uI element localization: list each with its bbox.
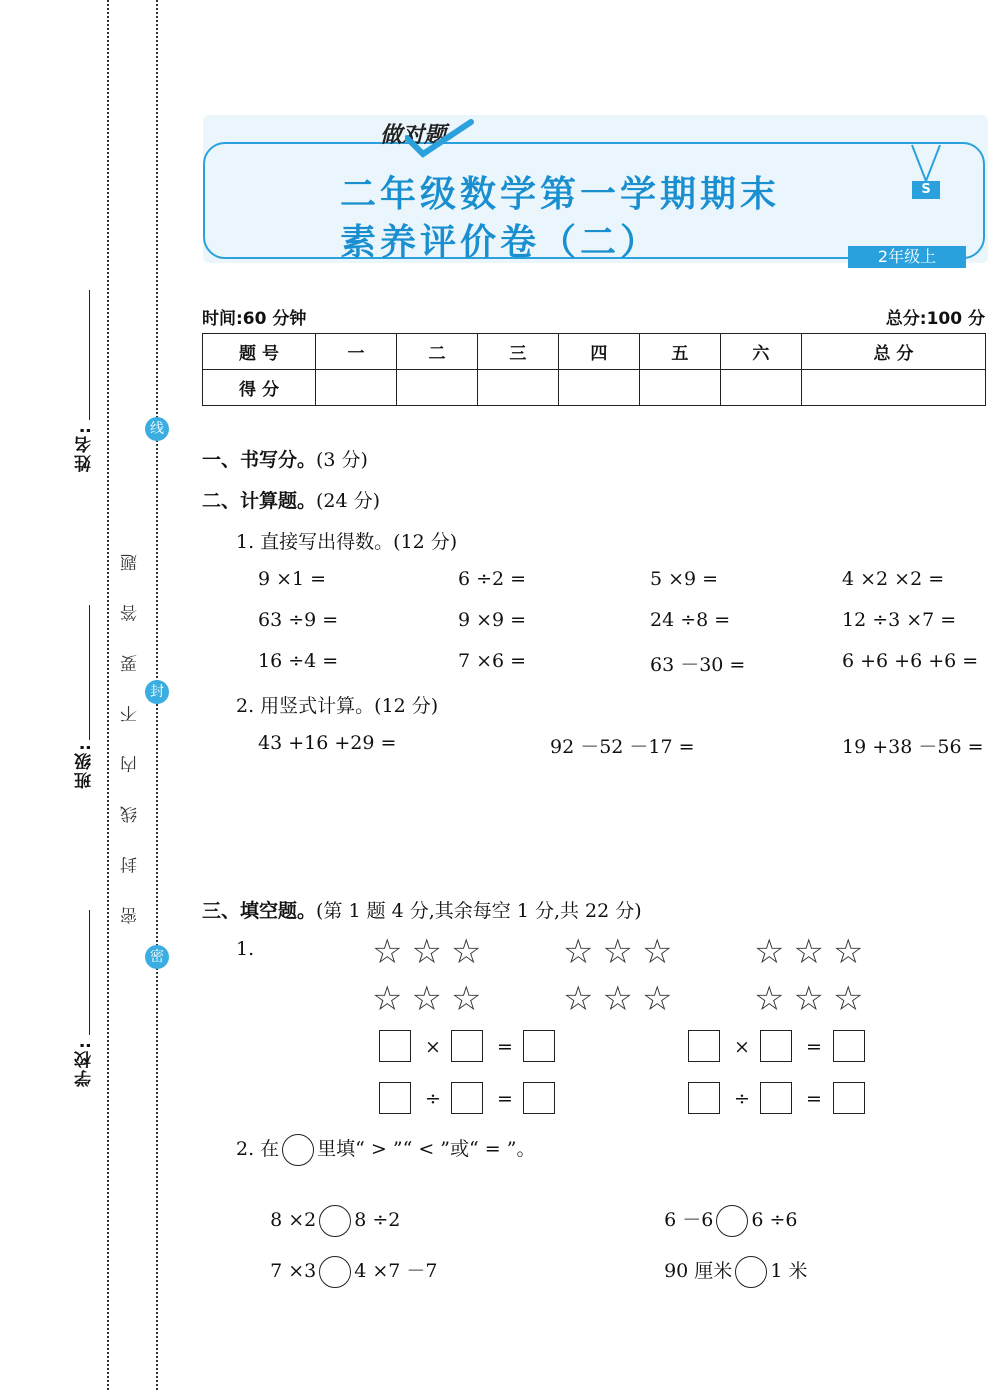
calc-item: 63 －30 = <box>650 654 746 676</box>
question-3-1-number: 1. <box>236 938 255 960</box>
section-1-heading <box>202 445 368 472</box>
table-cell: 一 <box>316 334 397 370</box>
compare-right: 6 ÷6 <box>751 1209 798 1231</box>
answer-box[interactable] <box>379 1030 411 1062</box>
school-line <box>89 910 90 1035</box>
section-3-heading <box>202 896 642 923</box>
calc-item: 6 +6 +6 +6 = <box>842 650 979 672</box>
time-info: 时间:60 分钟 <box>202 309 307 329</box>
question-3-2-label-post: 里填“ > ”“ < ”或“ = ”。 <box>317 1138 536 1160</box>
calc-item: 7 ×6 = <box>458 650 527 672</box>
score-table <box>202 333 986 406</box>
score-entry-cell[interactable] <box>639 370 720 406</box>
seal-seal-mark: 封 <box>145 680 169 704</box>
compare-left: 6 －6 <box>664 1209 714 1231</box>
compare-item <box>258 1183 400 1237</box>
answer-box[interactable] <box>379 1082 411 1114</box>
section-3-title: 三、填空题。 <box>202 900 317 922</box>
exam-title-line2: 素养评价卷（二） <box>339 222 660 263</box>
times-sign: × <box>734 1036 750 1058</box>
answer-box[interactable] <box>688 1082 720 1114</box>
calc-item: 63 ÷9 = <box>258 609 339 631</box>
compare-right: 4 ×7 －7 <box>354 1260 438 1282</box>
question-2-2-label: 2. 用竖式计算。(12 分) <box>236 695 439 717</box>
divide-sign: ÷ <box>425 1088 441 1110</box>
answer-box[interactable] <box>760 1030 792 1062</box>
total-score-info: 总分:100 分 <box>885 309 985 329</box>
table-cell: 六 <box>720 334 801 370</box>
compare-item <box>652 1234 807 1288</box>
score-table-header-row <box>203 334 986 370</box>
compare-circle[interactable] <box>319 1205 351 1237</box>
answer-box[interactable] <box>833 1082 865 1114</box>
compare-item <box>258 1234 438 1288</box>
section-2-points: (24 分) <box>316 490 381 512</box>
equals-sign: = <box>806 1036 822 1058</box>
answer-box[interactable] <box>523 1082 555 1114</box>
star-group: ☆☆☆ <box>563 932 682 972</box>
divide-sign: ÷ <box>734 1088 750 1110</box>
times-sign: × <box>425 1036 441 1058</box>
brand-logo: 做对题 <box>380 123 447 148</box>
vertical-calc-item: 19 +38 －56 = <box>842 736 984 758</box>
equals-sign: = <box>806 1088 822 1110</box>
answer-box[interactable] <box>833 1030 865 1062</box>
question-2-1-label: 1. 直接写出得数。(12 分) <box>236 531 458 553</box>
table-cell: 总 分 <box>801 334 985 370</box>
table-cell: 四 <box>558 334 639 370</box>
question-3-2-label-pre: 2. 在 <box>236 1138 280 1160</box>
compare-circle[interactable] <box>319 1256 351 1288</box>
answer-box[interactable] <box>451 1030 483 1062</box>
calc-item: 4 ×2 ×2 = <box>842 568 945 590</box>
class-line <box>89 605 90 740</box>
score-entry-cell[interactable] <box>477 370 558 406</box>
calc-item: 9 ×1 = <box>258 568 327 590</box>
answer-box[interactable] <box>451 1082 483 1114</box>
score-entry-cell[interactable] <box>801 370 985 406</box>
name-line <box>89 290 90 420</box>
star-group: ☆☆☆ <box>754 932 873 972</box>
calc-item: 24 ÷8 = <box>650 609 731 631</box>
compare-left: 8 ×2 <box>270 1209 317 1231</box>
calc-item: 9 ×9 = <box>458 609 527 631</box>
checkmark-icon <box>405 118 475 158</box>
answer-box[interactable] <box>523 1030 555 1062</box>
class-label: 班级: <box>75 742 95 789</box>
seal-line-mark: 线 <box>145 417 169 441</box>
lanyard-icon <box>908 145 944 185</box>
section-2-title: 二、计算题。 <box>202 490 317 512</box>
section-3-points: (第 1 题 4 分,其余每空 1 分,共 22 分) <box>316 900 642 922</box>
seal-warning-text: 密 封 线 内 不 要 答 题 <box>121 540 141 924</box>
compare-left: 7 ×3 <box>270 1260 317 1282</box>
score-entry-cell[interactable] <box>558 370 639 406</box>
star-group: ☆☆☆ <box>372 932 491 972</box>
s-badge: S <box>912 181 940 199</box>
compare-circle[interactable] <box>716 1205 748 1237</box>
equals-sign: = <box>497 1088 513 1110</box>
table-cell: 三 <box>477 334 558 370</box>
table-cell: 题 号 <box>203 334 316 370</box>
seal-secret-mark: 密 <box>145 945 169 969</box>
score-table-score-row <box>203 370 986 406</box>
calc-item: 16 ÷4 = <box>258 650 339 672</box>
binding-dotted-line-left <box>107 0 109 1390</box>
answer-box[interactable] <box>760 1082 792 1114</box>
section-2-heading <box>202 486 380 513</box>
score-entry-cell[interactable] <box>720 370 801 406</box>
compare-item <box>652 1183 797 1237</box>
calc-item: 6 ÷2 = <box>458 568 527 590</box>
exam-title-line1: 二年级数学第一学期期末 <box>339 174 780 215</box>
score-entry-cell[interactable] <box>396 370 477 406</box>
answer-box[interactable] <box>688 1030 720 1062</box>
calc-item: 5 ×9 = <box>650 568 719 590</box>
section-1-title: 一、书写分。 <box>202 449 317 471</box>
table-cell: 得 分 <box>203 370 316 406</box>
calc-item: 12 ÷3 ×7 = <box>842 609 957 631</box>
question-3-2-label <box>236 1134 535 1166</box>
score-entry-cell[interactable] <box>316 370 397 406</box>
table-cell: 五 <box>639 334 720 370</box>
star-group: ☆☆☆ <box>754 979 873 1019</box>
compare-right: 1 米 <box>770 1260 808 1282</box>
section-1-points: (3 分) <box>316 449 368 471</box>
grade-tag: 2年级上 <box>848 246 966 268</box>
compare-right: 8 ÷2 <box>354 1209 401 1231</box>
vertical-calc-item: 92 －52 －17 = <box>550 736 695 758</box>
name-label: 姓名: <box>75 425 95 472</box>
compare-left: 90 厘米 <box>664 1260 733 1282</box>
compare-circle[interactable] <box>735 1256 767 1288</box>
example-circle <box>282 1134 314 1166</box>
school-label: 学校: <box>75 1040 95 1087</box>
vertical-calc-item: 43 +16 +29 = <box>258 732 397 754</box>
star-group: ☆☆☆ <box>372 979 491 1019</box>
table-cell: 二 <box>396 334 477 370</box>
equals-sign: = <box>497 1036 513 1058</box>
star-group: ☆☆☆ <box>563 979 682 1019</box>
